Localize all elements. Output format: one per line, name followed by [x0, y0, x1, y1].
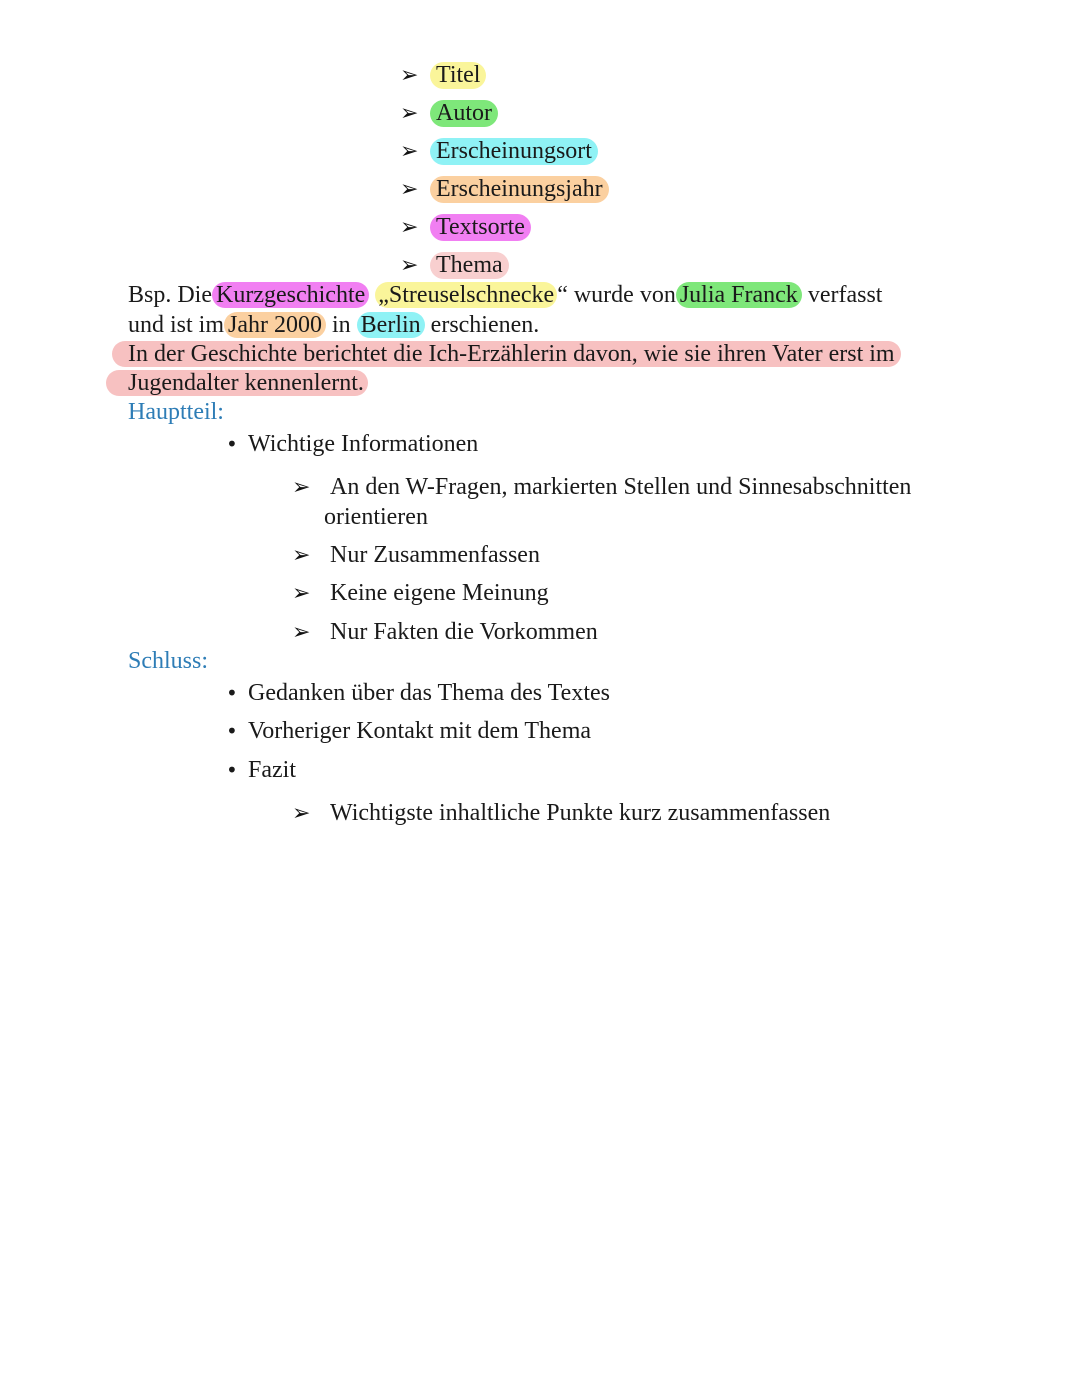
intro-label: Thema: [430, 252, 509, 279]
example-thema-line-1: [112, 339, 901, 369]
bullet-icon: •: [226, 758, 238, 782]
intro-label: Autor: [430, 100, 498, 127]
hauptteil-point-2: [292, 540, 540, 571]
example-thema-text: Jugendalter kennenlernt.: [106, 370, 368, 396]
bullet-icon: •: [226, 719, 238, 743]
example-textsorte: Kurzgeschichte: [212, 282, 369, 308]
bullet-icon: •: [226, 432, 238, 456]
example-titel: „Streuselschnecke: [375, 282, 557, 308]
point-text: Keine eigene Meinung: [330, 580, 549, 606]
intro-item-autor: [400, 98, 498, 129]
intro-item-erscheinungsjahr: [400, 174, 609, 205]
bullet-text: Vorheriger Kontakt mit dem Thema: [248, 718, 592, 744]
example-line2-start: und ist im: [128, 312, 225, 338]
example-line-2: [128, 310, 539, 340]
hauptteil-heading: Hauptteil:: [128, 399, 224, 425]
arrow-icon: ➢: [292, 581, 311, 606]
point-text: Wichtigste inhaltliche Punkte kurz zusammenfassen: [330, 800, 831, 826]
example-line-1: [128, 280, 882, 310]
point-text: Nur Zusammenfassen: [330, 542, 540, 568]
intro-label: Erscheinungsjahr: [430, 176, 609, 203]
arrow-icon: ➢: [400, 139, 419, 164]
schluss-bullet-1: [226, 678, 610, 708]
schluss-heading: Schluss:: [128, 648, 209, 674]
example-verfasst: verfasst: [807, 282, 883, 308]
intro-label: Titel: [430, 62, 486, 89]
hauptteil-point-1-continued: orientieren: [324, 504, 428, 530]
example-prefix: Bsp. Die: [128, 282, 212, 308]
hauptteil-bullet: [226, 429, 478, 459]
intro-label: Erscheinungsort: [430, 138, 598, 165]
example-thema-line-2: [106, 368, 368, 398]
bullet-text: Gedanken über das Thema des Textes: [248, 680, 610, 706]
arrow-icon: ➢: [292, 801, 311, 826]
example-thema-text: In der Geschichte berichtet die Ich-Erzählerin davon, wie sie ihren Vater erst im: [112, 341, 901, 367]
schluss-bullet-3: [226, 755, 296, 785]
intro-item-erscheinungsort: [400, 136, 598, 167]
example-jahr: Jahr 2000: [224, 312, 326, 338]
intro-item-thema: [400, 250, 509, 281]
example-ort: Berlin: [357, 312, 425, 338]
arrow-icon: ➢: [292, 543, 311, 568]
arrow-icon: ➢: [400, 63, 419, 88]
bullet-icon: •: [226, 681, 238, 705]
intro-item-titel: [400, 60, 486, 91]
intro-label: Textsorte: [430, 214, 531, 241]
arrow-icon: ➢: [400, 253, 419, 278]
schluss-bullet-2: [226, 716, 591, 746]
arrow-icon: ➢: [292, 475, 311, 500]
arrow-icon: ➢: [400, 101, 419, 126]
point-text: Nur Fakten die Vorkommen: [330, 619, 598, 645]
example-erschienen: erschienen.: [424, 312, 540, 338]
point-text: An den W-Fragen, markierten Stellen und Sinnesabschnitten: [330, 474, 912, 500]
hauptteil-point-4: [292, 617, 598, 648]
hauptteil-point-1: [292, 472, 911, 503]
bullet-text: Fazit: [248, 757, 296, 783]
arrow-icon: ➢: [400, 215, 419, 240]
bullet-text: Wichtige Informationen: [248, 431, 479, 457]
example-autor: Julia Franck: [676, 282, 802, 308]
intro-item-textsorte: [400, 212, 531, 243]
arrow-icon: ➢: [292, 620, 311, 645]
example-quote-close: “ wurde von: [557, 282, 676, 308]
example-in: in: [326, 312, 357, 338]
arrow-icon: ➢: [400, 177, 419, 202]
hauptteil-point-3: [292, 578, 549, 609]
schluss-point: [292, 798, 830, 829]
